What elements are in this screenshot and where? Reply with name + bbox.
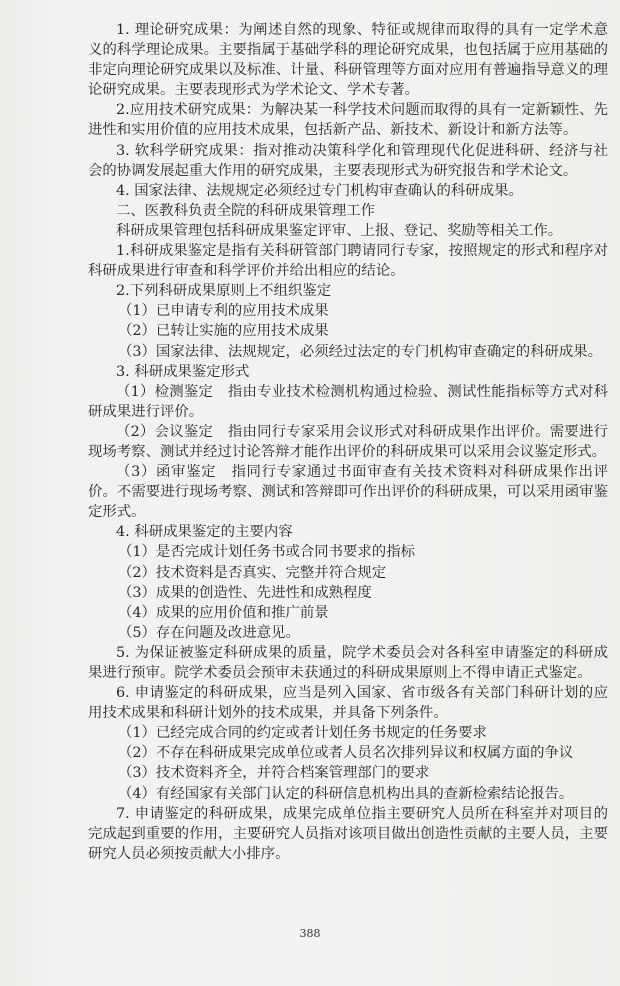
paragraph: 4. 国家法律、法规规定必须经过专门机构审查确认的科研成果。 [116, 182, 523, 199]
page-number: 388 [299, 927, 321, 940]
list-item: （3）成果的创造性、先进性和成熟程度 [118, 584, 372, 601]
list-item: （1）是否完成计划任务书或合同书要求的指标 [118, 544, 415, 561]
list-item: （5）存在问题及改进意见。 [118, 624, 300, 641]
paragraph: 科研成果管理包括科研成果鉴定评审、上报、登记、奖励等相关工作。 [116, 222, 563, 239]
list-item: （4）成果的应用价值和推广前景 [118, 604, 329, 621]
paragraph: 7. 申请鉴定的科研成果，成果完成单位指主要研究人员所在科室并对项目的完成起到重要的作用，主要研究人员指对该项目做出创造性贡献的主要人员，主要研究人员必须按贡献大小排序。 [88, 805, 608, 862]
list-item: （1）已经完成合同的约定或者计划任务书规定的任务要求 [118, 725, 487, 742]
paragraph: 1.科研成果鉴定是指有关科研管部门聘请同行专家，按照规定的形式和程序对科研成果进行审查和科学评价并给出相应的结论。 [88, 243, 608, 280]
list-item: （4）有经国家有关部门认定的科研信息机构出具的查新检索结论报告。 [118, 785, 574, 802]
paragraph: 4. 科研成果鉴定的主要内容 [116, 524, 293, 541]
paragraph: 1. 理论研究成果：为阐述自然的现象、特征或规律而取得的具有一定学术意义的科学理论成果。主要指属于基础学科的理论研究成果，也包括属于应用基础的非定向理论研究成果以及标准、计量、科研管理等方面对应用有普遍指导意义的理论研究成果。主要表现形式为学术论文、学术专著。 [88, 22, 608, 99]
list-item: （1）已申请专利的应用技术成果 [118, 303, 329, 320]
list-item: （2）已转让实施的应用技术成果 [118, 323, 329, 340]
paragraph: 二、医教科负责全院的科研成果管理工作 [116, 202, 376, 219]
paragraph: 3. 科研成果鉴定形式 [116, 363, 250, 380]
paragraph: 2.应用技术研究成果：为解决某一科学技术问题而取得的具有一定新颖性、先进性和实用价值的应用技术成果，包括新产品、新技术、新设计和新方法等。 [88, 102, 608, 139]
paragraph: （1）检测鉴定 指由专业技术检测机构通过检验、测试性能指标等方式对科研成果进行评价。 [88, 383, 608, 420]
paragraph: 2.下列科研成果原则上不组织鉴定 [116, 283, 332, 300]
list-item: （2）不存在科研成果完成单位或者人员名次排列异议和权属方面的争议 [118, 745, 574, 762]
list-item: （3）技术资料齐全，并符合档案管理部门的要求 [118, 765, 430, 782]
list-item: （3）国家法律、法规规定，必须经过法定的专门机构审查确定的科研成果。 [118, 343, 603, 360]
paragraph: 5. 为保证被鉴定科研成果的质量，院学术委员会对各科室申请鉴定的科研成果进行预审。院学术委员会预审未获通过的科研成果原则上不得申请正式鉴定。 [88, 644, 608, 681]
paragraph: （3）函审鉴定 指同行专家通过书面审查有关技术资料对科研成果作出评价。不需要进行现场考察、测试和答辩即可作出评价的科研成果，可以采用函审鉴定形式。 [88, 464, 608, 521]
paragraph: 6. 申请鉴定的科研成果，应当是列入国家、省市级各有关部门科研计划的应用技术成果和科研计划外的技术成果，并具备下列条件。 [88, 685, 608, 722]
list-item: （2）技术资料是否真实、完整并符合规定 [118, 564, 387, 581]
body-text [88, 20, 608, 864]
paragraph: 3. 软科学研究成果：指对推动决策科学化和管理现代化促进科研、经济与社会的协调发展起重大作用的研究成果，主要表现形式为研究报告和学术论文。 [88, 142, 608, 179]
paragraph: （2）会议鉴定 指由同行专家采用会议形式对科研成果作出评价。需要进行现场考察、测试并经过讨论答辩才能作出评价的科研成果可以采用会议鉴定形式。 [88, 423, 608, 460]
